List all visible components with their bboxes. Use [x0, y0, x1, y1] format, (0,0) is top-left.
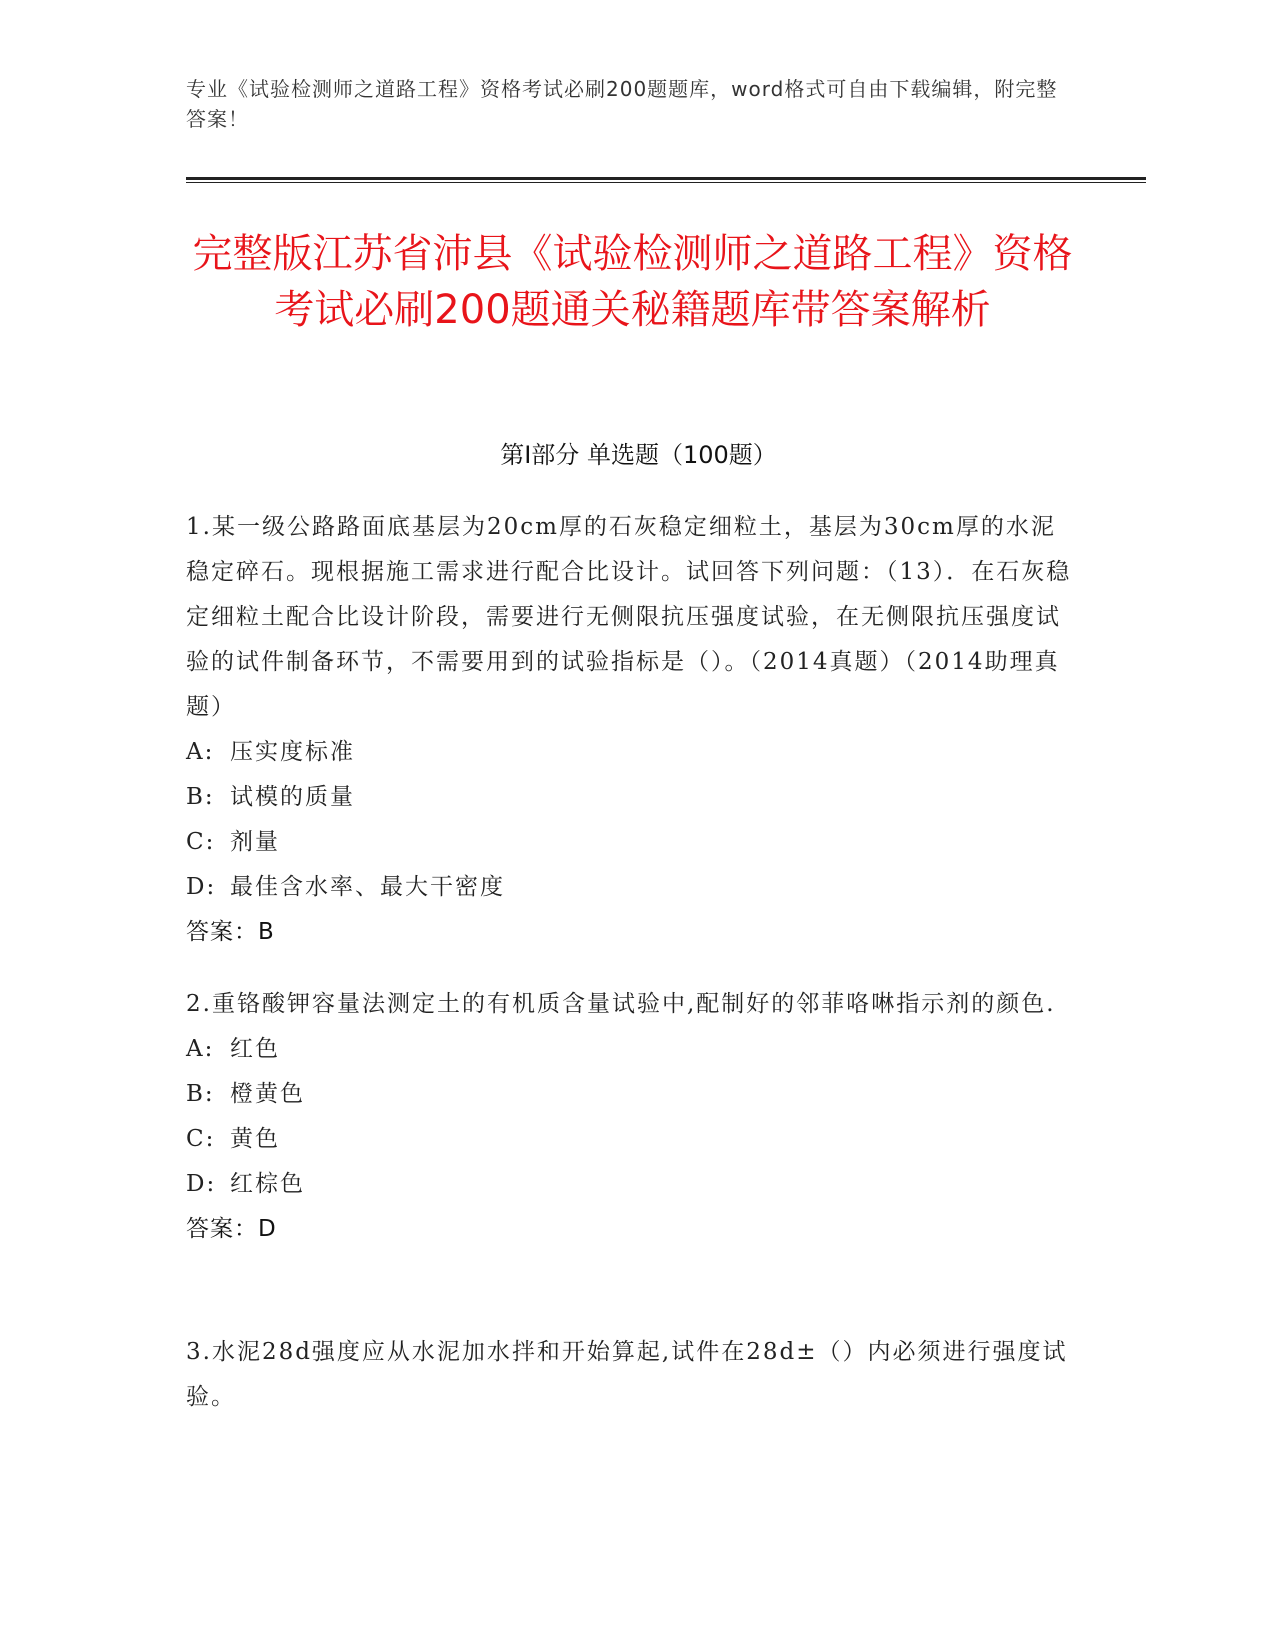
option-text: 红棕色 — [230, 1171, 305, 1197]
question-3 — [186, 1330, 1076, 1420]
section-title: 第Ⅰ部分 单选题（100题） — [500, 441, 777, 469]
option-c — [186, 820, 1076, 865]
option-a — [186, 730, 1076, 775]
question-stem: 1.某一级公路路面底基层为20cm厚的石灰稳定细粒土，基层为30cm厚的水泥稳定碎石。现根据施工需求进行配合比设计。试回答下列问题：（13）．在石灰稳定细粒土配合比设计阶段，需要进行无侧限抗压强度试验，在无侧限抗压强度试验的试件制备环节，不需要用到的试验指标是（）。（2014真题）（2014助理真题） — [186, 514, 1072, 720]
option-c — [186, 1117, 1076, 1162]
option-text: 剂量 — [230, 829, 280, 855]
option-a — [186, 1027, 1076, 1072]
answer-line — [186, 1207, 1076, 1252]
option-text: 试模的质量 — [230, 784, 355, 810]
question-stem: 2.重铬酸钾容量法测定土的有机质含量试验中,配制好的邻菲咯啉指示剂的颜色. — [186, 991, 1056, 1017]
answer-line — [186, 910, 1076, 955]
question-1 — [186, 505, 1076, 955]
option-key: D: — [186, 874, 217, 900]
header-rule-thin — [186, 182, 1146, 183]
option-text: 黄色 — [230, 1126, 280, 1152]
option-key: D: — [186, 1171, 217, 1197]
header-note: 专业《试验检测师之道路工程》资格考试必刷200题题库，word格式可自由下载编辑，附完整答案！ — [186, 77, 1058, 131]
option-text: 红色 — [230, 1036, 280, 1062]
answer-value: D — [258, 1216, 277, 1242]
answer-label: 答案： — [186, 919, 258, 945]
header-rule-thick — [186, 177, 1146, 180]
option-text: 压实度标准 — [230, 739, 355, 765]
option-key: C: — [186, 1126, 216, 1152]
option-b — [186, 775, 1076, 820]
document-title: 完整版江苏省沛县《试验检测师之道路工程》资格考试必刷200题通关秘籍题库带答案解析 — [192, 231, 1073, 333]
option-b — [186, 1072, 1076, 1117]
option-key: C: — [186, 829, 216, 855]
question-2 — [186, 982, 1076, 1252]
question-stem: 3.水泥28d强度应从水泥加水拌和开始算起,试件在28d±（）内必须进行强度试验。 — [186, 1339, 1068, 1410]
option-key: B: — [186, 1081, 215, 1107]
answer-label: 答案： — [186, 1216, 258, 1242]
option-text: 橙黄色 — [230, 1081, 305, 1107]
option-text: 最佳含水率、最大干密度 — [230, 874, 505, 900]
option-key: B: — [186, 784, 215, 810]
option-key: A: — [186, 1036, 215, 1062]
answer-value: B — [258, 919, 275, 945]
option-d — [186, 865, 1076, 910]
option-d — [186, 1162, 1076, 1207]
option-key: A: — [186, 739, 215, 765]
